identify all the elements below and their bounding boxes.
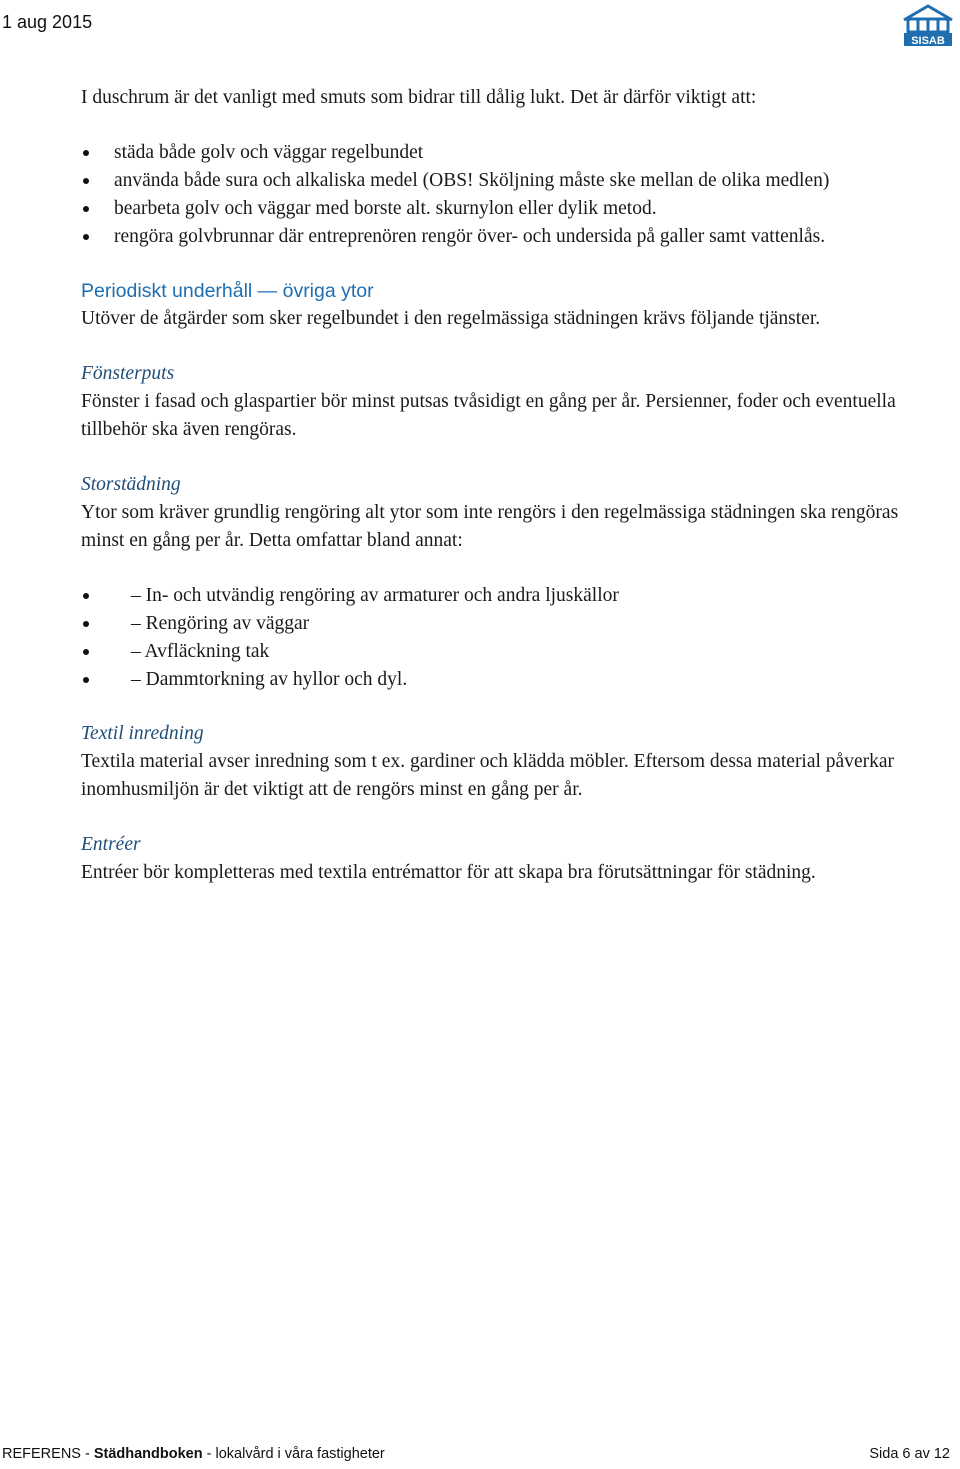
footer-title: Städhandboken <box>93 1446 203 1462</box>
entreer-text: Entréer bör kompletteras med textila entrémattor för att skapa bra förutsättningar för städning. <box>81 862 816 883</box>
textil-heading: Textil inredning <box>81 723 204 744</box>
bullet-icon <box>83 206 89 212</box>
bullet-icon <box>83 621 89 627</box>
section-heading: Periodiskt underhåll — övriga ytor <box>81 280 374 302</box>
list-item: rengöra golvbrunnar där entreprenören rengör över- och undersida på galler samt vattenlås. <box>81 223 911 251</box>
bullet-icon <box>83 234 89 240</box>
bullet-icon <box>83 649 89 655</box>
logo-text: SISAB <box>911 35 945 47</box>
fonsterputs-text: Fönster i fasad och glaspartier bör minst putsas tvåsidigt en gång per år. Persienner, foder och eventuella tillbehör ska även rengöras. <box>81 391 896 440</box>
textil-text: Textila material avser inredning som t ex. gardiner och klädda möbler. Eftersom dessa material påverkar inomhusmiljön är det viktigt att de rengörs minst en gång per år. <box>81 751 895 800</box>
list-item: städa både golv och väggar regelbundet <box>81 139 911 167</box>
intro-paragraph: I duschrum är det vanligt med smuts som bidrar till dålig lukt. Det är därför viktigt att: <box>81 87 757 108</box>
list-item: – Avfläckning tak <box>81 638 911 666</box>
bullet-icon <box>83 178 89 184</box>
storstadning-text: Ytor som kräver grundlig rengöring alt ytor som inte rengörs i den regelmässiga städningen ska rengöras minst en gång per år. Detta omfattar bland annat: <box>81 502 899 551</box>
bullet-icon <box>83 150 89 156</box>
list-item: – In- och utvändig rengöring av armaturer och andra ljuskällor <box>81 582 911 610</box>
sisab-logo <box>898 2 958 48</box>
fonsterputs-heading: Fönsterputs <box>81 363 175 384</box>
bullet-icon <box>83 593 89 599</box>
storstadning-list <box>81 582 911 694</box>
header-date: 1 aug 2015 <box>2 12 93 32</box>
list-item: – Dammtorkning av hyllor och dyl. <box>81 666 911 694</box>
entreer-heading: Entréer <box>81 834 141 855</box>
list-item: använda både sura och alkaliska medel (OBS! Sköljning måste ske mellan de olika medlen) <box>81 167 911 195</box>
footer-reference: REFERENS - Städhandboken - lokalvård i våra fastigheter <box>2 1446 385 1462</box>
list-item: bearbeta golv och väggar med borste alt. skurnylon eller dylik metod. <box>81 195 911 223</box>
bullet-icon <box>83 677 89 683</box>
cleaning-bullet-list <box>81 139 911 251</box>
document-body <box>81 84 911 887</box>
list-item: – Rengöring av väggar <box>81 610 911 638</box>
page-number: Sida 6 av 12 <box>869 1446 950 1462</box>
section-text: Utöver de åtgärder som sker regelbundet i den regelmässiga städningen krävs följande tjänster. <box>81 308 821 329</box>
storstadning-heading: Storstädning <box>81 474 181 495</box>
